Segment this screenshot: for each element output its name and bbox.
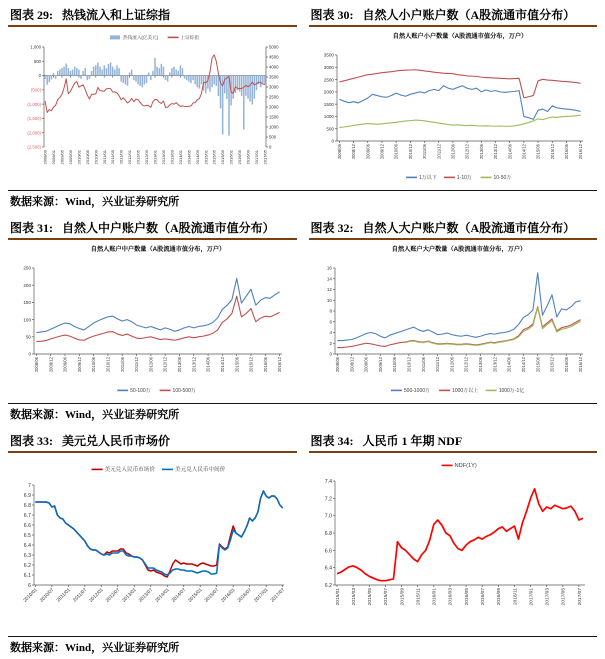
svg-text:2012/07: 2012/07 xyxy=(105,587,122,604)
svg-text:2014/05: 2014/05 xyxy=(186,150,192,165)
chart-large-accounts xyxy=(309,242,598,401)
svg-text:6.4: 6.4 xyxy=(23,542,31,549)
svg-text:2015/09: 2015/09 xyxy=(399,588,405,606)
svg-text:2016/03: 2016/03 xyxy=(448,588,454,606)
svg-text:12: 12 xyxy=(326,287,332,293)
svg-text:2013/12: 2013/12 xyxy=(492,144,498,160)
svg-text:2016/07: 2016/07 xyxy=(480,588,486,606)
svg-text:自然人账户小户数量（A股流通市值分布，万户）: 自然人账户小户数量（A股流通市值分布，万户） xyxy=(392,33,527,40)
svg-text:0: 0 xyxy=(330,138,334,144)
svg-text:2011/09: 2011/09 xyxy=(118,150,124,165)
svg-text:2008/12: 2008/12 xyxy=(350,144,356,160)
figure-30-label: 图表 30: xyxy=(310,8,354,22)
svg-text:2013/06: 2013/06 xyxy=(478,144,484,160)
svg-text:3000: 3000 xyxy=(323,65,334,71)
svg-text:6.5: 6.5 xyxy=(23,532,31,539)
svg-text:7: 7 xyxy=(28,482,31,489)
svg-text:2010/01: 2010/01 xyxy=(22,587,39,604)
svg-text:2500: 2500 xyxy=(323,77,334,83)
svg-text:2017/01: 2017/01 xyxy=(253,587,270,604)
figure-31-label: 图表 31: xyxy=(10,221,53,235)
svg-text:2015/01: 2015/01 xyxy=(187,587,204,604)
svg-text:0: 0 xyxy=(28,351,31,357)
svg-text:2012/12: 2012/12 xyxy=(463,357,469,373)
figure-34 xyxy=(309,431,598,634)
svg-text:6.6: 6.6 xyxy=(324,548,332,555)
svg-text:2016/11: 2016/11 xyxy=(512,588,518,605)
svg-text:2016/12: 2016/12 xyxy=(577,357,583,373)
figure-34-label: 图表 34: xyxy=(310,434,354,448)
svg-text:上证综指: 上证综指 xyxy=(180,35,199,40)
svg-text:1,000: 1,000 xyxy=(30,44,41,50)
svg-text:2013/12: 2013/12 xyxy=(191,357,197,373)
svg-text:2017/05: 2017/05 xyxy=(262,150,268,165)
svg-text:2016/12: 2016/12 xyxy=(577,144,583,160)
svg-text:2014/01: 2014/01 xyxy=(177,150,183,165)
svg-text:2013/07: 2013/07 xyxy=(138,587,155,604)
figure-row-2 xyxy=(8,218,597,401)
svg-text:2009/06: 2009/06 xyxy=(364,144,370,160)
svg-text:2008/06: 2008/06 xyxy=(33,357,39,373)
svg-text:1-10万: 1-10万 xyxy=(456,175,472,181)
svg-text:1万以下: 1万以下 xyxy=(418,175,437,181)
svg-text:2010/06: 2010/06 xyxy=(393,144,399,160)
svg-text:2000: 2000 xyxy=(269,104,279,110)
svg-text:4500: 4500 xyxy=(269,54,279,60)
svg-text:2009/06: 2009/06 xyxy=(62,357,68,373)
svg-text:2016/06: 2016/06 xyxy=(563,357,569,373)
svg-text:500-1000万: 500-1000万 xyxy=(403,388,430,394)
svg-text:2016/06: 2016/06 xyxy=(262,357,268,373)
svg-text:150: 150 xyxy=(23,300,31,306)
svg-text:10: 10 xyxy=(326,297,332,303)
svg-text:6: 6 xyxy=(328,319,332,325)
figure-33-label: 图表 33: xyxy=(10,434,53,448)
chart-small-accounts xyxy=(309,29,598,188)
source-text-2: 数据来源：Wind，兴业证券研究所 xyxy=(10,409,180,421)
svg-text:1000万以上: 1000万以上 xyxy=(451,388,478,394)
svg-text:4000: 4000 xyxy=(269,64,279,70)
svg-text:(2,000): (2,000) xyxy=(27,130,41,136)
source-row-3 xyxy=(8,636,597,659)
svg-text:2010/12: 2010/12 xyxy=(105,357,111,373)
svg-text:6.2: 6.2 xyxy=(23,562,31,569)
svg-text:7.4: 7.4 xyxy=(324,478,332,485)
svg-text:6.6: 6.6 xyxy=(23,522,31,529)
figure-30 xyxy=(309,5,598,188)
svg-text:2000: 2000 xyxy=(323,89,334,95)
svg-text:2010/09: 2010/09 xyxy=(93,150,99,165)
svg-text:2009/05: 2009/05 xyxy=(59,150,65,165)
svg-text:5000: 5000 xyxy=(269,44,279,50)
svg-text:7.2: 7.2 xyxy=(324,496,332,503)
figure-30-header xyxy=(309,5,598,27)
svg-text:2013/05: 2013/05 xyxy=(160,150,166,165)
svg-text:2010/12: 2010/12 xyxy=(406,357,412,373)
svg-text:4: 4 xyxy=(328,330,332,336)
svg-text:2008/06: 2008/06 xyxy=(336,144,342,160)
svg-text:2008/09: 2008/09 xyxy=(42,150,48,165)
svg-text:2017/01: 2017/01 xyxy=(528,588,534,606)
svg-text:2014/07: 2014/07 xyxy=(171,587,188,604)
svg-text:2016/05: 2016/05 xyxy=(237,150,243,165)
svg-text:2: 2 xyxy=(328,340,332,346)
svg-text:2011/06: 2011/06 xyxy=(119,357,125,372)
figure-32-header xyxy=(309,218,598,240)
svg-text:2013/09: 2013/09 xyxy=(169,150,175,165)
svg-text:2013/06: 2013/06 xyxy=(177,357,183,373)
svg-text:2011/12: 2011/12 xyxy=(434,357,440,372)
svg-text:500: 500 xyxy=(269,134,277,140)
source-text-3: 数据来源：Wind，兴业证券研究所 xyxy=(10,642,180,654)
source-text-1: 数据来源：Wind，兴业证券研究所 xyxy=(10,196,180,208)
svg-text:2016/07: 2016/07 xyxy=(237,587,254,604)
svg-text:2012/09: 2012/09 xyxy=(144,150,150,165)
svg-text:1000: 1000 xyxy=(323,114,334,120)
figure-33-title: 美元兑人民币市场价 xyxy=(62,434,171,448)
svg-text:7.0: 7.0 xyxy=(324,513,332,520)
svg-text:1000: 1000 xyxy=(269,124,279,130)
figure-33 xyxy=(8,431,297,634)
svg-text:2015/06: 2015/06 xyxy=(234,357,240,373)
svg-text:2015/07: 2015/07 xyxy=(204,587,221,604)
svg-text:自然人账户大户数量（A股流通市值分布，万户）: 自然人账户大户数量（A股流通市值分布，万户） xyxy=(391,246,526,253)
source-row-1 xyxy=(8,190,597,213)
svg-text:NDF(1Y): NDF(1Y) xyxy=(454,463,477,469)
svg-text:250: 250 xyxy=(23,265,31,271)
chart-ndf xyxy=(309,455,598,634)
figure-32-title: 自然人大户账户数（A股流通市值分布） xyxy=(362,221,576,235)
svg-text:2500: 2500 xyxy=(269,94,279,100)
svg-text:2008/12: 2008/12 xyxy=(48,357,54,373)
svg-text:2014/06: 2014/06 xyxy=(205,357,211,373)
svg-text:2016/01: 2016/01 xyxy=(220,587,237,604)
svg-text:500: 500 xyxy=(33,58,41,64)
svg-text:1500: 1500 xyxy=(323,101,334,107)
svg-text:2015/01: 2015/01 xyxy=(203,150,209,165)
svg-text:2014/06: 2014/06 xyxy=(506,357,512,373)
svg-text:2012/01: 2012/01 xyxy=(127,150,133,165)
svg-text:2017/05: 2017/05 xyxy=(561,588,567,606)
figure-row-1 xyxy=(8,5,597,188)
svg-text:200: 200 xyxy=(23,282,31,288)
svg-text:6.2: 6.2 xyxy=(324,582,332,589)
svg-text:0: 0 xyxy=(328,351,332,357)
svg-text:2008/12: 2008/12 xyxy=(348,357,354,373)
chart-mid-accounts xyxy=(8,242,297,401)
svg-text:(500): (500) xyxy=(30,87,41,93)
svg-text:2014/06: 2014/06 xyxy=(506,144,512,160)
svg-text:(1,500): (1,500) xyxy=(27,116,41,122)
svg-text:2011/12: 2011/12 xyxy=(134,357,140,372)
svg-text:2016/09: 2016/09 xyxy=(245,150,251,165)
svg-text:2012/12: 2012/12 xyxy=(464,144,470,160)
figure-31-title: 自然人中户账户数（A股流通市值分布） xyxy=(62,221,275,235)
svg-text:2017/03: 2017/03 xyxy=(545,588,551,606)
svg-text:2015/05: 2015/05 xyxy=(211,150,217,165)
svg-text:2011/05: 2011/05 xyxy=(110,150,116,165)
svg-text:0: 0 xyxy=(269,144,272,150)
svg-text:2015/07: 2015/07 xyxy=(383,588,389,606)
svg-text:6: 6 xyxy=(28,582,31,589)
svg-text:2013/01: 2013/01 xyxy=(121,587,138,604)
svg-text:2016/12: 2016/12 xyxy=(277,357,283,373)
svg-text:自然人账户中户数量（A股流通市值分布，万户）: 自然人账户中户数量（A股流通市值分布，万户） xyxy=(90,246,226,253)
chart-hot-money-shcomp xyxy=(8,29,297,184)
chart-usdcny xyxy=(8,455,297,634)
svg-text:16: 16 xyxy=(326,265,332,271)
svg-text:2009/06: 2009/06 xyxy=(363,357,369,373)
svg-text:2010/06: 2010/06 xyxy=(91,357,97,373)
svg-text:2009/12: 2009/12 xyxy=(379,144,385,160)
svg-text:2016/01: 2016/01 xyxy=(228,150,234,165)
svg-text:2012/06: 2012/06 xyxy=(148,357,154,373)
svg-text:2016/06: 2016/06 xyxy=(563,144,569,160)
svg-text:3000: 3000 xyxy=(269,84,279,90)
svg-text:2011/06: 2011/06 xyxy=(420,357,426,372)
svg-text:100-500万: 100-500万 xyxy=(172,388,196,394)
svg-text:2011/07: 2011/07 xyxy=(72,587,89,604)
svg-text:2015/06: 2015/06 xyxy=(534,357,540,373)
svg-text:6.7: 6.7 xyxy=(23,512,31,519)
svg-text:2016/05: 2016/05 xyxy=(464,588,470,606)
svg-text:2009/12: 2009/12 xyxy=(377,357,383,373)
svg-text:2017/01: 2017/01 xyxy=(254,150,260,165)
svg-text:2015/11: 2015/11 xyxy=(415,588,421,605)
figure-29-title: 热钱流入和上证综指 xyxy=(62,8,171,22)
svg-text:6.3: 6.3 xyxy=(23,552,31,559)
source-row-2 xyxy=(8,403,597,426)
svg-text:2014/12: 2014/12 xyxy=(520,357,526,373)
svg-text:2015/03: 2015/03 xyxy=(351,588,357,606)
svg-text:2010/05: 2010/05 xyxy=(84,150,90,165)
svg-text:2014/01: 2014/01 xyxy=(154,587,171,604)
svg-text:6.8: 6.8 xyxy=(324,530,332,537)
svg-text:2010/12: 2010/12 xyxy=(407,144,413,160)
svg-text:2014/12: 2014/12 xyxy=(219,357,225,373)
svg-text:50-100万: 50-100万 xyxy=(130,388,151,394)
svg-text:2015/09: 2015/09 xyxy=(220,150,226,165)
svg-text:2015/12: 2015/12 xyxy=(549,357,555,373)
svg-text:2011/12: 2011/12 xyxy=(435,144,441,159)
figure-row-3 xyxy=(8,431,597,634)
svg-text:2013/01: 2013/01 xyxy=(152,150,158,165)
svg-text:2010/06: 2010/06 xyxy=(391,357,397,373)
figure-32 xyxy=(309,218,598,401)
svg-text:2013/06: 2013/06 xyxy=(477,357,483,373)
svg-text:500: 500 xyxy=(325,126,334,132)
svg-text:2009/01: 2009/01 xyxy=(51,150,57,165)
figure-29-header xyxy=(8,5,297,27)
svg-text:3500: 3500 xyxy=(269,74,279,80)
svg-text:2011/01: 2011/01 xyxy=(56,587,72,604)
figure-32-label: 图表 32: xyxy=(310,221,354,235)
figure-33-header xyxy=(8,431,297,453)
svg-text:2012/01: 2012/01 xyxy=(88,587,105,604)
svg-text:(2,500): (2,500) xyxy=(27,144,41,150)
svg-text:2015/01: 2015/01 xyxy=(335,588,341,606)
svg-text:2008/06: 2008/06 xyxy=(334,357,340,373)
svg-text:2012/06: 2012/06 xyxy=(449,144,455,160)
svg-text:0: 0 xyxy=(38,73,41,79)
svg-text:14: 14 xyxy=(326,276,332,282)
figure-31 xyxy=(8,218,297,401)
svg-text:8: 8 xyxy=(328,308,332,314)
svg-text:热钱流入(亿美元): 热钱流入(亿美元) xyxy=(123,35,159,40)
svg-text:2011/06: 2011/06 xyxy=(421,144,427,159)
svg-text:2016/01: 2016/01 xyxy=(432,588,438,606)
figure-29 xyxy=(8,5,297,188)
svg-text:2014/12: 2014/12 xyxy=(520,144,526,160)
figure-34-header xyxy=(309,431,598,453)
svg-text:2016/09: 2016/09 xyxy=(496,588,502,606)
figure-34-title: 人民币 1 年期 NDF xyxy=(362,434,463,448)
svg-text:2011/01: 2011/01 xyxy=(101,150,107,165)
svg-text:50: 50 xyxy=(25,334,31,340)
figure-31-header xyxy=(8,218,297,240)
svg-text:2012/06: 2012/06 xyxy=(448,357,454,373)
svg-text:2010/01: 2010/01 xyxy=(76,150,82,165)
figure-30-title: 自然人小户账户数（A股流通市值分布） xyxy=(362,8,576,22)
svg-text:(1,000): (1,000) xyxy=(27,101,41,107)
svg-text:美元兑人民币市场价: 美元兑人民币市场价 xyxy=(104,467,155,473)
svg-text:2012/05: 2012/05 xyxy=(135,150,141,165)
svg-text:2015/06: 2015/06 xyxy=(535,144,541,160)
svg-text:1000万-1亿: 1000万-1亿 xyxy=(498,388,524,394)
svg-text:2010/07: 2010/07 xyxy=(39,587,56,604)
svg-text:100: 100 xyxy=(23,317,31,323)
svg-text:2013/12: 2013/12 xyxy=(491,357,497,373)
svg-text:2017/07: 2017/07 xyxy=(270,587,287,604)
svg-text:3500: 3500 xyxy=(323,52,334,58)
svg-text:2015/05: 2015/05 xyxy=(367,588,373,606)
svg-text:1500: 1500 xyxy=(269,114,279,120)
svg-text:2012/12: 2012/12 xyxy=(162,357,168,373)
svg-text:2009/09: 2009/09 xyxy=(67,150,73,165)
svg-text:6.8: 6.8 xyxy=(23,502,31,509)
svg-text:2017/07: 2017/07 xyxy=(577,588,583,606)
svg-text:6.9: 6.9 xyxy=(23,492,31,499)
figure-29-label: 图表 29: xyxy=(10,8,53,22)
svg-text:10-50万: 10-50万 xyxy=(493,175,511,181)
svg-text:美元兑人民币中间价: 美元兑人民币中间价 xyxy=(175,467,226,473)
svg-text:2015/12: 2015/12 xyxy=(549,144,555,160)
svg-text:6.1: 6.1 xyxy=(23,572,31,579)
svg-text:6.4: 6.4 xyxy=(324,565,332,572)
svg-text:2009/12: 2009/12 xyxy=(76,357,82,373)
svg-text:2014/09: 2014/09 xyxy=(194,150,200,165)
svg-text:2015/12: 2015/12 xyxy=(248,357,254,373)
